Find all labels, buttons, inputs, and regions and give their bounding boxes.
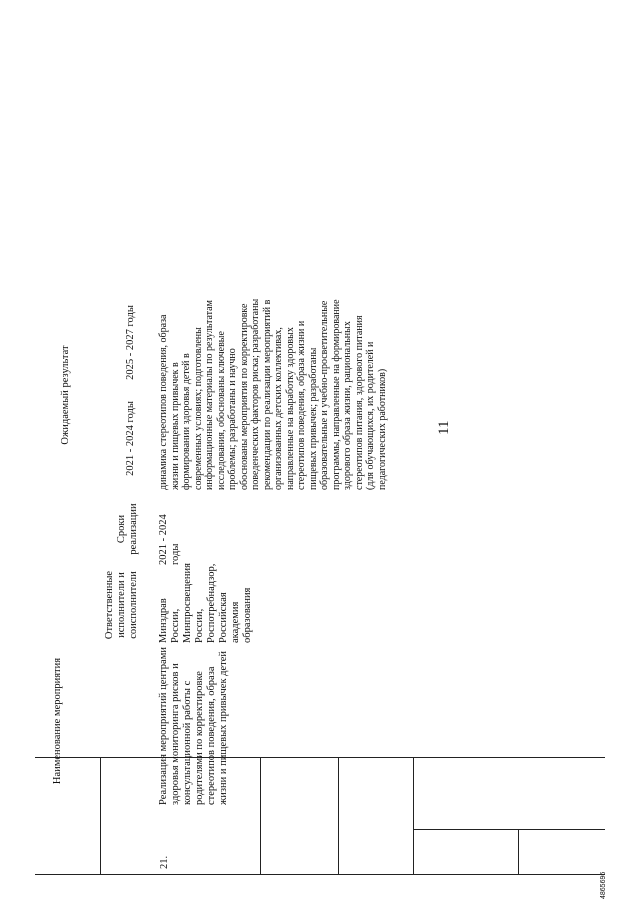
page-number: 11 [436,420,452,435]
row-deadline: 2021 - 2024 годы [158,514,181,565]
header-executors: Ответственные исполнители и соисполнители [104,570,139,640]
header-period-1: 2021 - 2024 годы [125,401,136,476]
column-rule-4 [413,758,414,875]
row-result-2021-2024: динамика стереотипов поведения, образа жизни и пищевых привычек в формировании здоровья детей в современных условиях; подготовлены информационные материалы по результатам исследования, обоснованы ключевые проблемы; разработаны и научно обоснованы мероприятия по корректировке поведенческих факторов риска; разработаны рекомендации по реализации мероприятий в организованных детских коллективах, направленные на выработку здоровых стереотипов поведения, образа жизни и пищевых привычек; разработаны образовательные и учебно-просветительные программы, направленные на формирование здорового образа жизни, рациональных стереотипов питания, здорового питания (для обучающихся, их родителей и педагогических работников) [158,298,388,490]
row-executors: Минздрав России, Минпросвещения России, Роспотребнадзор, Российская академия образования [158,563,253,643]
column-rule-1 [100,758,101,875]
header-bottom-rule [35,757,605,758]
header-name: Наименование мероприятия [52,657,63,785]
column-rule-3 [338,758,339,875]
header-period-2: 2025 - 2027 годы [125,305,136,380]
row-number: 21. [159,855,170,869]
row-name: Реализация мероприятий центрами здоровья мониторинга рисков и консультационной работы с родителями по корректировке стереотипов поведения, образа жизни и пищевых привычек детей [158,647,229,805]
header-deadline: Сроки реализации [116,503,139,555]
column-rule-5 [518,830,519,875]
table-top-rule [35,874,605,875]
header-expected: Ожидаемый результат [60,345,71,445]
column-rule-2 [260,758,261,875]
expected-subheader-rule [413,829,605,830]
document-id: 4865696 [600,871,607,899]
